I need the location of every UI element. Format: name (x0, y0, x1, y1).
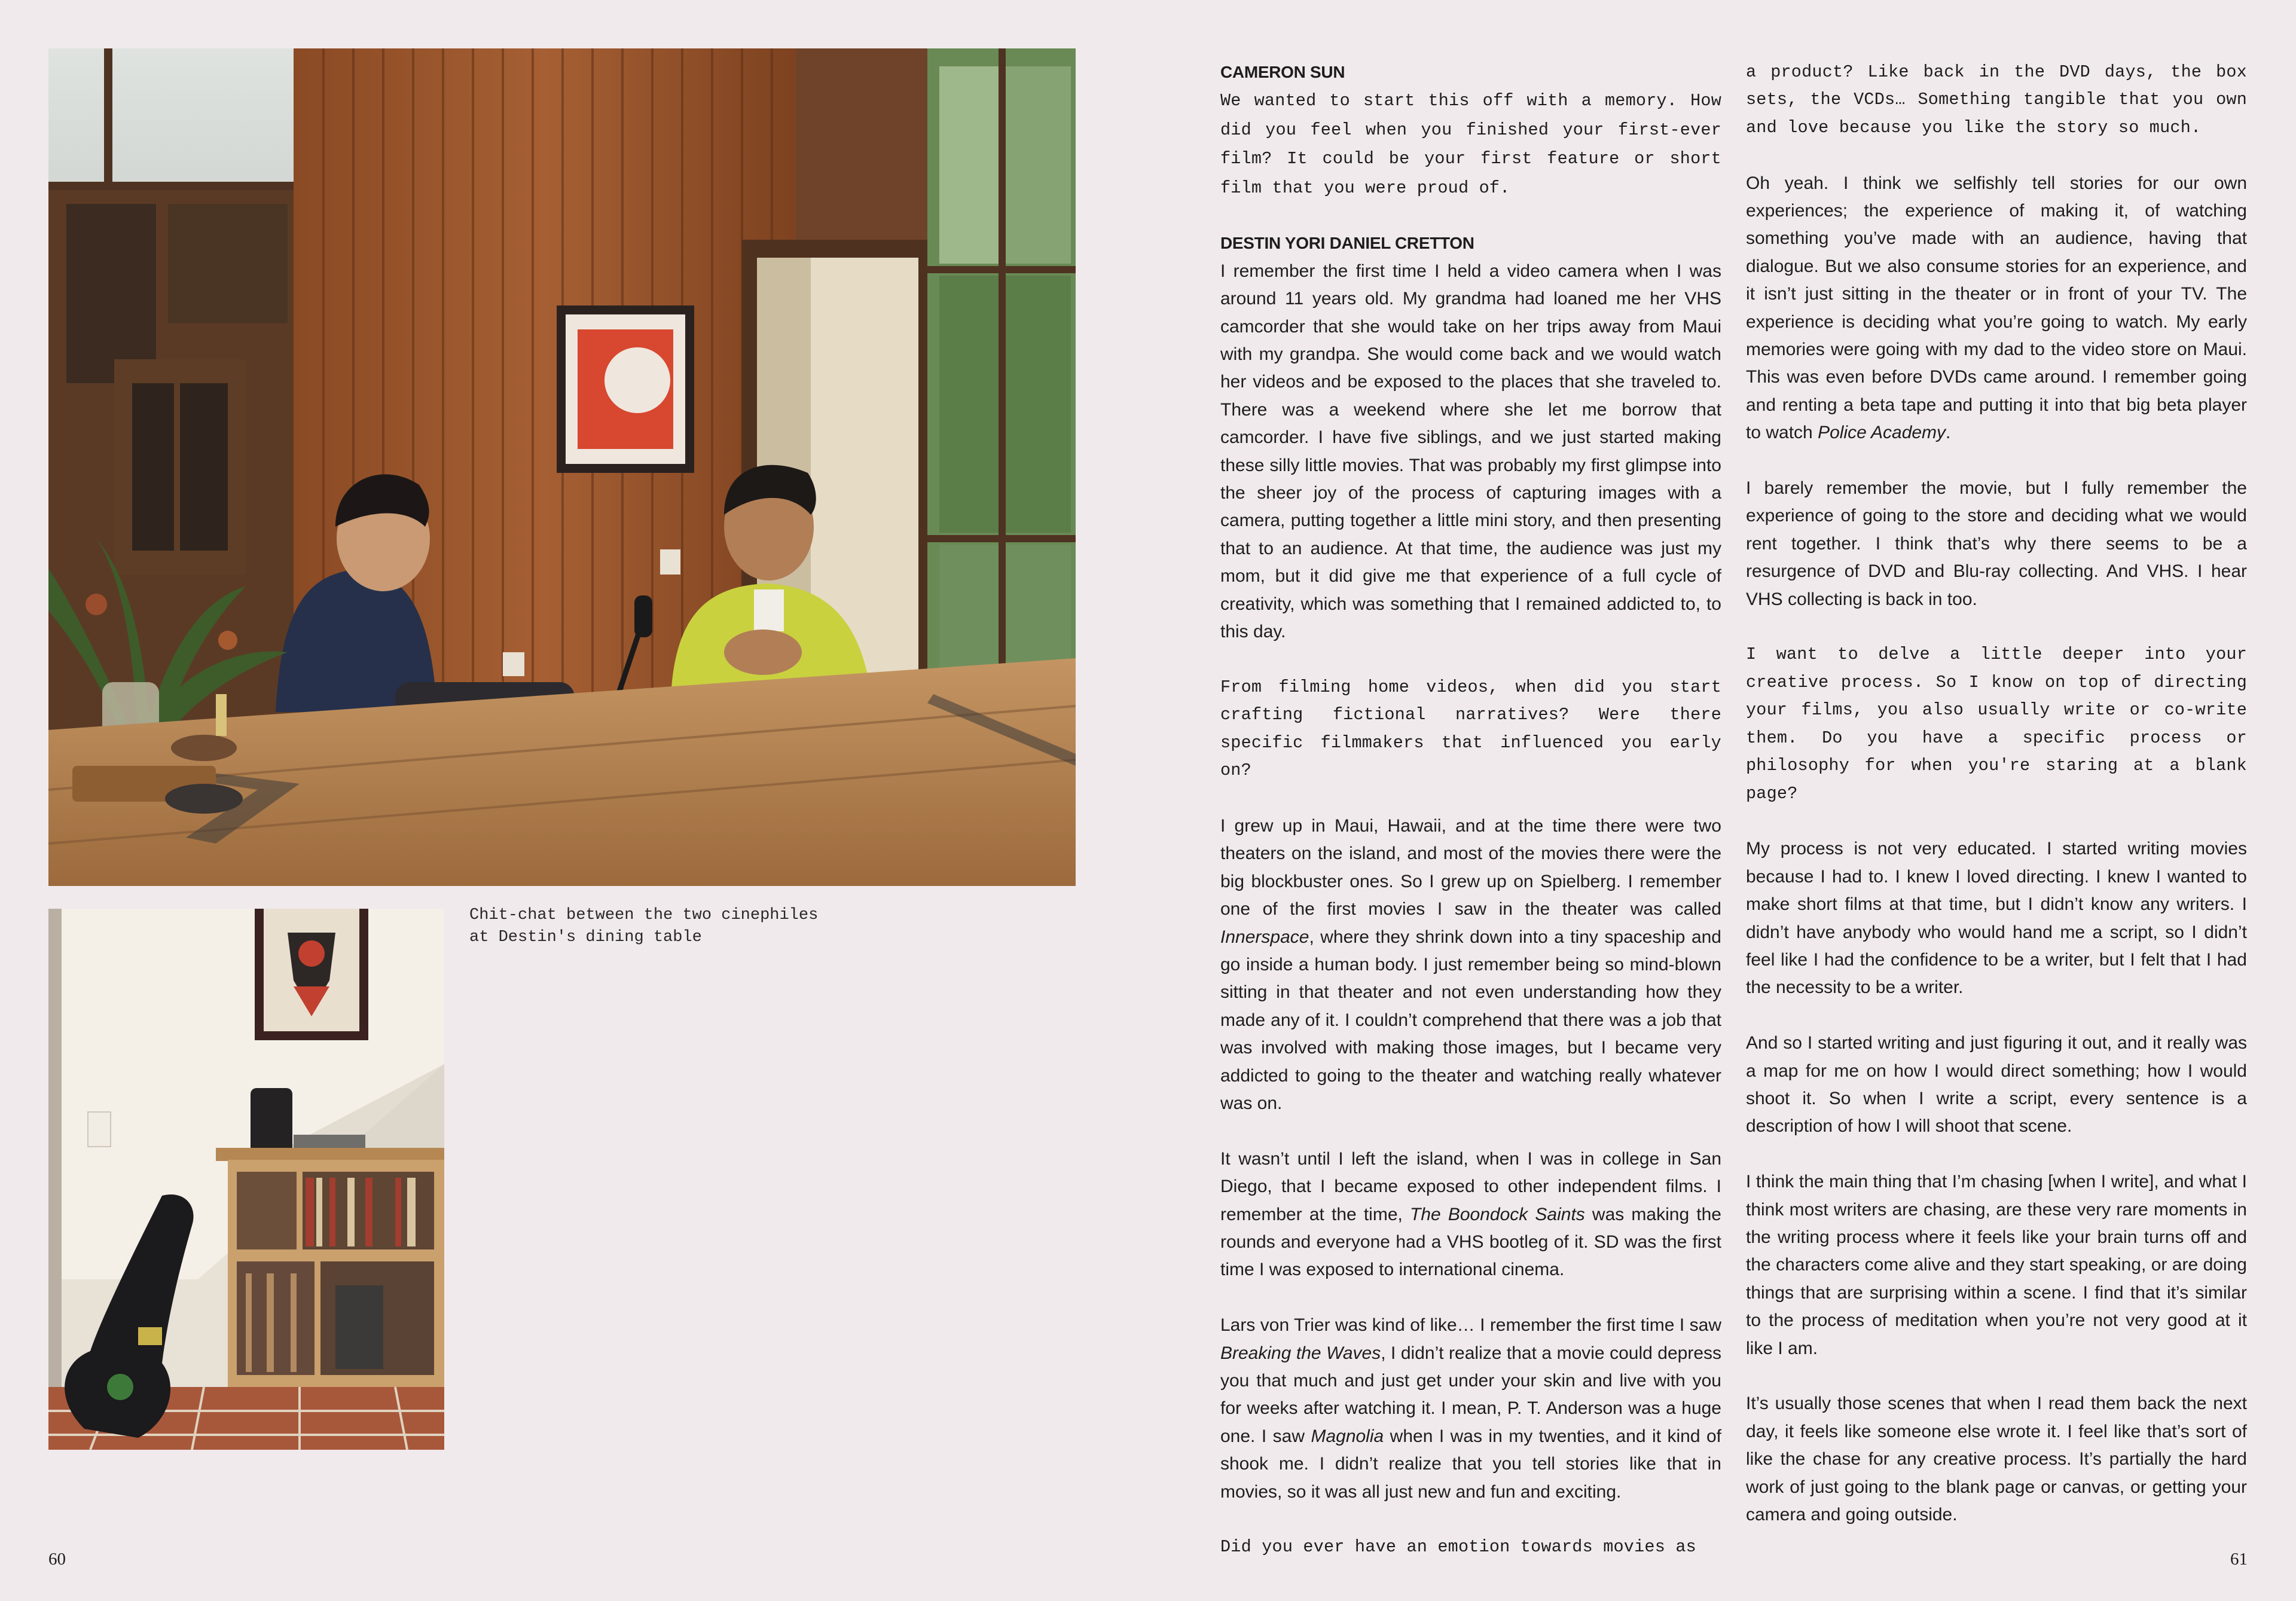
answer-4-text-part-3: when I was in my twenties, and it kind of shook me. I didn’t realize that you tell stories like that in movies, so it was all just new and fun and exciting. (1220, 1426, 1722, 1502)
answer-5 (1746, 170, 2247, 447)
question-2: From filming home videos, when did you start crafting fictional narratives? Were there specific filmmakers that influenced you early on? (1220, 677, 1721, 781)
photo-caption-line-2: at Destin's dining table (469, 928, 702, 946)
answer-5-text-part-1: Oh yeah. I think we selfishly tell stories for our own experiences; the experience of making it, of watching something you’ve made with an audience, having that dialogue. But we also consume stories for an experience, and it isn’t just sitting in the theater or in front of your TV. The experience is deciding what you’re going to watch. My early memories were going with my dad to the video store on Maui. This was even before DVDs came around. I remember going and renting a beta tape and putting it into that big beta player to watch (1746, 173, 2247, 443)
answer-4 (1220, 1312, 1721, 1506)
page-number-left: 60 (48, 1550, 66, 1569)
film-title-police-academy: Police Academy (1818, 423, 1946, 443)
answer-3 (1220, 1145, 1721, 1284)
page-number-right: 61 (2230, 1550, 2248, 1569)
speaker-name-subject: DESTIN YORI DANIEL CRETTON (1220, 234, 1474, 253)
answer-2 (1220, 812, 1721, 1117)
living-room-photo-image (48, 909, 444, 1450)
film-title-breaking-the-waves: Breaking the Waves (1220, 1343, 1381, 1363)
interview-photo-image (48, 48, 1076, 886)
film-title-innerspace: Innerspace (1220, 927, 1309, 947)
question-3-start: Did you ever have an emotion towards movies as (1220, 1537, 1696, 1557)
answer-10: It’s usually those scenes that when I read them back the next day, it feels like someone else wrote it. I feel like that’s sort of like the chase for any creative process. It’s partially the hard work of just going to the blank page or canvas, or getting your camera and going outside. (1746, 1394, 2247, 1525)
answer-8: And so I started writing and just figuring it out, and it really was a map for me on how I would direct something; how I would shoot it. So when I write a script, every sentence is a description of how I will shoot that scene. (1746, 1033, 2247, 1136)
film-title-magnolia: Magnolia (1311, 1426, 1384, 1446)
speaker-name-interviewer: CAMERON SUN (1220, 63, 1345, 81)
interview-column-left (1220, 59, 1721, 1562)
answer-5-text-part-2: . (1946, 423, 1951, 443)
question-1 (1220, 59, 1721, 202)
interview-column-right (1746, 59, 2247, 1529)
interview-photo (48, 48, 1076, 886)
photo-caption (469, 905, 858, 949)
answer-3-text-part-1: It wasn’t until I left the island, when I was in college in San Diego, that I became exposed to other independent films. I remember at the time, (1220, 1148, 1721, 1224)
answer-9: I think the main thing that I’m chasing [when I write], and what I think most writers are chasing, are these very rare moments in the writing process where it feels like your brain turns off and the characters come alive and they start speaking, or are doing things that are surprising within a scene. I find that it’s similar to the process of meditation when you’re not very good at it like I am. (1746, 1172, 2247, 1358)
answer-6: I barely remember the movie, but I fully remember the experience of going to the store and deciding what we would rent together. I think that’s why there seems to be a resurgence of DVD and Blu-ray collecting. And VHS. I hear VHS collecting is back in too. (1746, 478, 2247, 609)
answer-2-text-part-2: , where they shrink down into a tiny spaceship and go inside a human body. I just remember being so mind-blown sitting in that theater and not even understanding how they made any of it. I couldn’t comprehend that there was a job that was involved with making those images, but I became very addicted to going to the theater and watching really whatever was on. (1220, 927, 1721, 1113)
answer-7: My process is not very educated. I started writing movies because I had to. I knew I loved directing. I knew I wanted to make short films at that time, but I didn’t know any writers. I didn’t have anybody who would hand me a script, so I didn’t feel like I had the confidence to be a writer, but I felt that I had the necessity to be a writer. (1746, 839, 2247, 998)
answer-1 (1220, 230, 1721, 646)
film-title-boondock-saints: The Boondock Saints (1410, 1204, 1585, 1224)
answer-2-text-part-1: I grew up in Maui, Hawaii, and at the time there were two theaters on the island, and most of the movies there were the big blockbuster ones. So I grew up on Spielberg. I remember one of the first movies I saw in the theater was called (1220, 815, 1721, 919)
question-4: I want to delve a little deeper into your creative process. So I know on top of directing your films, you also usually write or co-write them. Do you have a specific process or philosophy for when you're staring at a blank page? (1746, 644, 2247, 803)
answer-1-text: I remember the first time I held a video camera when I was around 11 years old. My grandma had loaned me her VHS camcorder that she would take on her trips away from Maui with my grandpa. She would come back and we would watch her videos and be exposed to the places that she traveled to. There was a weekend where she let me borrow that camcorder. I have five siblings, and we just started making these silly little movies. That was probably my first glimpse into the sheer joy of the process of capturing images with a camera, putting together a little mini story, and then presenting that to an audience. At that time, the audience was just my mom, but it did give me that experience of a full cycle of creativity, which was something that I remained addicted to, to this day. (1220, 261, 1721, 642)
answer-4-text-part-2: , I didn’t realize that a movie could depress you that much and just get under your skin and live with you for weeks after watching it. I mean, P. T. Anderson was a huge one. I saw (1220, 1343, 1722, 1446)
answer-3-text-part-2: was making the rounds and everyone had a VHS bootleg of it. SD was the first time I was exposed to international cinema. (1220, 1204, 1721, 1280)
photo-caption-line-1: Chit-chat between the two cinephiles (469, 906, 819, 924)
answer-4-text-part-1: Lars von Trier was kind of like… I remember the first time I saw (1220, 1315, 1721, 1336)
question-1-text: We wanted to start this off with a memory. How did you feel when you finished your first-ever film? It could be your first feature or short film that you were proud of. (1220, 91, 1721, 198)
living-room-photo (48, 909, 444, 1450)
question-3-end: a product? Like back in the DVD days, the box sets, the VCDs… Something tangible that you own and love because you like the story so much. (1746, 62, 2247, 138)
